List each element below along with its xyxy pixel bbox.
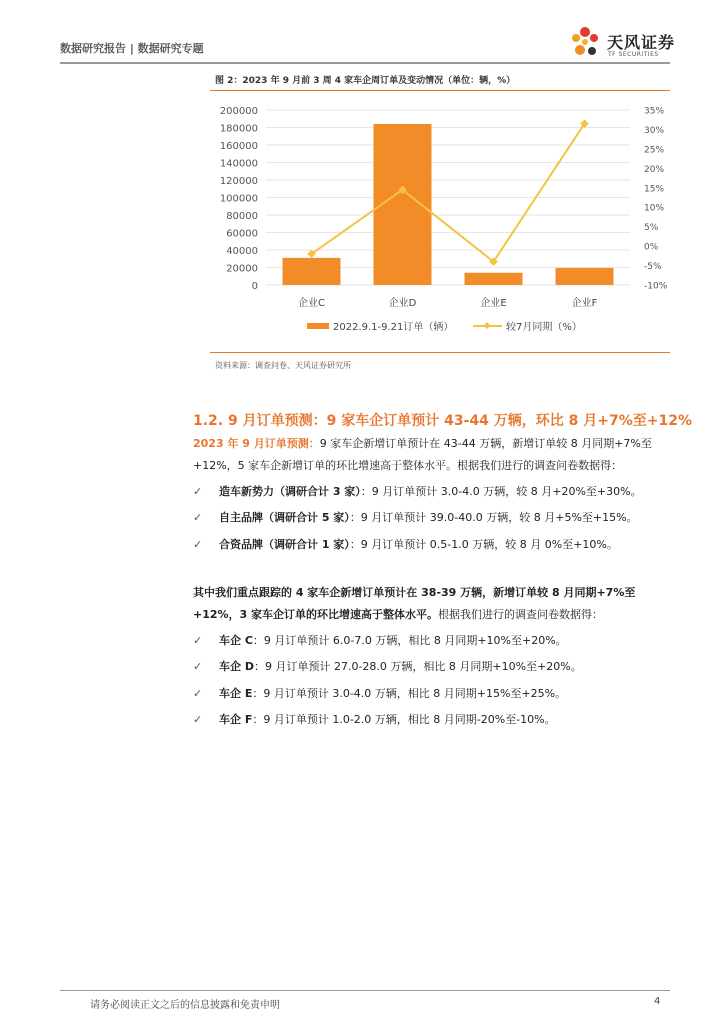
left-tick-label: 0 — [251, 281, 258, 292]
check-icon: ✓ — [193, 634, 203, 647]
list-item: ✓ 车企 F：9 月订单预计 1.0-2.0 万辆，相比 8 月同期-20%至-10%。 — [193, 713, 556, 726]
paragraph-forecast-highlight: 2023 年 9 月订单预测： — [193, 437, 320, 450]
footer-divider — [60, 990, 670, 991]
left-tick-label: 60000 — [226, 228, 258, 240]
x-tick-label: 企业F — [571, 298, 598, 309]
page-number: 4 — [654, 996, 661, 1007]
list-item: ✓ 车企 D：9 月订单预计 27.0-28.0 万辆，相比 8 月同期+10%至+20%。 — [193, 660, 582, 673]
footer-disclaimer: 请务必阅读正文之后的信息披露和免责申明 — [90, 1000, 280, 1011]
bar-企业F — [556, 268, 614, 285]
list-item: ✓ 车企 C：9 月订单预计 6.0-7.0 万辆，相比 8 月同期+10%至+20%。 — [193, 634, 567, 647]
x-tick-label: 企业D — [388, 298, 417, 309]
figure-bottom-rule — [210, 352, 670, 353]
legend-bar-swatch — [307, 323, 329, 329]
logo-name-en: TF SECURITIES — [608, 51, 659, 58]
left-tick-label: 100000 — [219, 193, 258, 205]
legend-line-label: 较7月同期（%） — [506, 322, 582, 333]
left-tick-label: 180000 — [219, 123, 258, 135]
left-tick-label: 40000 — [226, 246, 258, 257]
figure-top-rule — [210, 90, 670, 91]
right-tick-label: 35% — [644, 106, 665, 117]
left-tick-label: 80000 — [226, 211, 258, 222]
bar-企业C — [283, 258, 341, 285]
check-icon: ✓ — [193, 538, 203, 551]
legend-line-marker — [483, 322, 490, 329]
check-icon: ✓ — [193, 687, 203, 700]
right-tick-label: -10% — [644, 281, 668, 292]
left-tick-label: 20000 — [226, 263, 258, 275]
figure-source: 资料来源：调查问卷、天风证券研究所 — [215, 361, 351, 370]
check-icon: ✓ — [193, 660, 203, 673]
figure-title: 图 2：2023 年 9 月前 3 周 4 家车企周订单及变动情况（单位：辆，%） — [215, 76, 516, 86]
right-tick-label: 20% — [644, 164, 665, 175]
right-tick-label: 25% — [644, 145, 665, 156]
check-icon: ✓ — [193, 713, 203, 726]
right-tick-label: -5% — [644, 262, 662, 273]
x-tick-label: 企业E — [480, 298, 507, 309]
logo-name-cn: 天风证券 — [607, 33, 676, 52]
list-item: ✓ 自主品牌（调研合计 5 家）：9 月订单预计 39.0-40.0 万辆，较 8 月+5%至+15%。 — [193, 511, 638, 524]
series-line — [312, 124, 585, 262]
paragraph-tracked-bold: 其中我们重点跟踪的 4 家车企新增订单预计在 38-39 万辆，新增订单较 8 月同期+7%至+12%，3 家车企订单的环比增速高于整体水平。 — [193, 586, 636, 621]
bar-企业E — [465, 273, 523, 285]
paragraph-tracked-body: 根据我们进行的调查问卷数据得： — [438, 608, 604, 621]
tf-logo-icon — [568, 26, 602, 60]
check-icon: ✓ — [193, 485, 203, 498]
left-tick-label: 160000 — [219, 141, 258, 152]
left-tick-label: 200000 — [219, 106, 258, 117]
list-item: ✓ 合资品牌（调研合计 1 家）：9 月订单预计 0.5-1.0 万辆，较 8 月 0%至+10%。 — [193, 538, 618, 551]
paragraph-tracked — [193, 582, 667, 626]
left-tick-label: 120000 — [219, 176, 258, 187]
right-tick-label: 15% — [644, 184, 665, 195]
left-tick-label: 140000 — [219, 158, 258, 170]
right-tick-label: 30% — [644, 125, 665, 136]
paragraph-forecast-body: 9 家车企新增订单预计在 43-44 万辆，新增订单较 8 月同期+7%至+12%，5 家车企新增订单的环比增速高于整体水平。根据我们进行的调查问卷数据得： — [193, 437, 652, 472]
section-title: 1.2. 9 月订单预测：9 家车企订单预计 43-44 万辆，环比 8 月+7%至+12% — [193, 413, 692, 429]
list-item: ✓ 车企 E：9 月订单预计 3.0-4.0 万辆，相比 8 月同期+15%至+25%。 — [193, 687, 567, 700]
check-icon: ✓ — [193, 511, 203, 524]
paragraph-forecast — [193, 433, 667, 477]
right-tick-label: 5% — [644, 223, 659, 234]
x-tick-label: 企业C — [298, 298, 325, 309]
header-report-type: 数据研究报告 | 数据研究专题 — [60, 42, 204, 55]
list-item: ✓ 造车新势力（调研合计 3 家）：9 月订单预计 3.0-4.0 万辆，较 8 月+20%至+30%。 — [193, 485, 642, 498]
orders-chart — [210, 92, 670, 350]
legend-bar-label: 2022.9.1-9.21订单（辆） — [333, 322, 454, 333]
right-tick-label: 10% — [644, 203, 665, 214]
right-tick-label: 0% — [644, 242, 659, 253]
header-divider — [60, 62, 670, 64]
